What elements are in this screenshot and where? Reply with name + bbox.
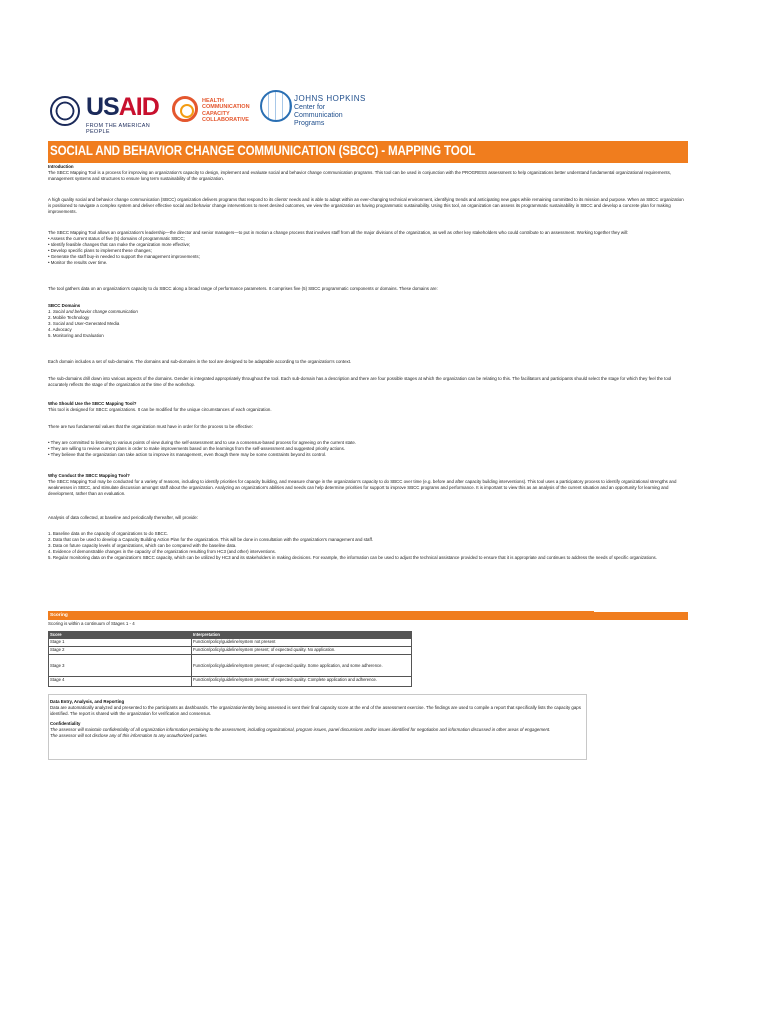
table-row: [49, 655, 412, 677]
domain-item: 5. Monitoring and Evaluation: [48, 333, 104, 339]
intro-paragraph: The SBCC Mapping Tool is a process for improving an organization's capacity to design, implement and evaluate social and behavior change communication programs. This tool can be used in conjunction with the PROGRESS assessment to help organizations better understand fundamental organizational requirements, management systems and structures to ensure long term sustainability of the organization.: [48, 170, 672, 182]
bullet-item: • They believe that the organization can take action to improve its management, even though there may be some constraints beyond its control.: [48, 452, 327, 458]
list-item: 2. Data that can be used to develop a Capacity Building Action Plan for the organization. This will be done in consultation with the organization's management and staff.: [48, 537, 374, 543]
jhu-center-name: Center for Communication Programs: [294, 104, 343, 127]
title-banner: [48, 141, 688, 163]
why-heading: Why Conduct the SBCC Mapping Tool?: [48, 473, 130, 478]
jhu-name: JOHNS HOPKINS: [294, 94, 366, 103]
domain-item: 1. Social and behavior change communication: [48, 309, 138, 315]
bullet-item: • Develop specific plans to implement these changes;: [48, 248, 152, 254]
bullet-item: • Assess the current status of five (5) domains of programmatic SBCC;: [48, 236, 185, 242]
table-cell: Stage 3: [49, 655, 192, 677]
scoring-header-bar: [48, 612, 688, 620]
scoring-note: Scoring is within a continuum of Stages 1 - 4: [48, 621, 135, 626]
table-row: [49, 647, 412, 655]
column-header: Score: [49, 632, 192, 639]
domain-item: 4. Advocacy: [48, 327, 72, 333]
why-list: [48, 531, 688, 561]
list-item: 3. Data on future capacity levels of organizations, which can be compared with the baseline data.: [48, 543, 237, 549]
domains-heading: SBCC Domains: [48, 303, 81, 308]
usaid-logo: [50, 90, 160, 138]
list-item: 4. Evidence of demonstrable changes in the capacity of the organization resulting from HC3 (and other) interventions.: [48, 549, 276, 555]
hc3-ring-icon: [172, 96, 198, 122]
who-section: [48, 401, 688, 413]
paragraph-text: There are two fundamental values that the organization must have in order for the process to be effective:: [48, 424, 253, 429]
table-row: [49, 639, 412, 647]
scoring-label: Scoring: [50, 613, 68, 618]
paragraph-text: This tool is designed for SBCC organizations. It can be modified for the unique circumstances of each organization.: [48, 407, 272, 413]
logo-bar: [48, 90, 688, 138]
hc3-wordmark: HEALTH COMMUNICATION CAPACITY COLLABORATIVE: [202, 98, 250, 124]
who-heading: Who Should Use the SBCC Mapping Tool?: [48, 401, 137, 406]
paragraph-text: Analysis of data collected, at baseline and periodically thereafter, will provide:: [48, 515, 199, 520]
confidentiality-heading: Confidentiality: [50, 721, 81, 726]
intro-paragraph-4: [48, 286, 688, 292]
table-cell: Stage 4: [49, 677, 192, 687]
table-cell: Stage 1: [49, 639, 192, 647]
intro-heading: Introduction: [48, 164, 74, 169]
paragraph-text: Data are automatically analyzed and presented to the participants as dashboards. The organization/entity being assessed is sent their final capacity score at the end of the assessment exercise. The findings are used to compile a report that specifically lists the capacity gaps identified. The report is shared with the organization for verification and consensus.: [50, 705, 581, 716]
who-paragraph-2: [48, 424, 688, 430]
table-header-row: [49, 632, 412, 639]
table-row: [49, 677, 412, 687]
domains-paragraph-1: [48, 359, 688, 365]
bullet-item: • Monitor the results over time.: [48, 260, 108, 266]
page-title: SOCIAL AND BEHAVIOR CHANGE COMMUNICATION (SBCC) - MAPPING TOOL: [50, 143, 476, 158]
paragraph-text: A high quality social and behavior change communication (SBCC) organization delivers programs that respond to its clients' needs and is able to adapt within an ever-changing technical environment, identifying trends and anticipating new gaps while remaining committed to its mission and purpose. When an SBCC organization is positioned to navigate a complex system and deliver effective social and behavior change interventions to meet desired outcomes, we view the organization as having programmatic sustainability. Using this tool, an organization can assess its programmatic sustainability in SBCC and develop a concrete plan for making improvements.: [48, 197, 684, 215]
table-cell: Function/policy/guideline/system present; of expected quality. No application.: [192, 647, 412, 655]
table-cell: Function/policy/guideline/system present; of expected quality. Some application, and some adherence.: [192, 655, 412, 677]
bullet-item: • They are willing to review current plans in order to make improvements based on the learnings from the self-assessment and suggested priority actions.: [48, 446, 345, 452]
domain-item: 3. Social and User-Generated Media: [48, 321, 120, 327]
domain-item: 2. Mobile Technology: [48, 315, 90, 321]
usaid-tagline: FROM THE AMERICAN PEOPLE: [86, 123, 150, 135]
data-entry-box: [48, 694, 587, 760]
table-cell: Function/policy/guideline/system not present: [192, 639, 412, 647]
usaid-wordmark: USAID: [86, 93, 159, 121]
list-item: 1. Baseline data on the capacity of organizations to do SBCC.: [48, 531, 169, 536]
intro-paragraph-3: [48, 230, 688, 267]
usaid-seal-icon: [50, 96, 80, 126]
bullet-item: • Identify feasible changes that can make the organization more effective;: [48, 242, 191, 248]
hc3-logo: [172, 90, 256, 138]
scoring-table: [48, 631, 412, 687]
domains-section: [48, 303, 688, 340]
paragraph-text: The sub-domains drill down into various aspects of the domains. Gender is integrated appropriately throughout the tool. Each sub-domain has a description and there are four possible stages at which the organization can be relating to this. The facilitators and participants should select the stage for which they feel the tool accurately reflects the stage of the organization at the time of the workshop.: [48, 376, 672, 388]
table-cell: Function/policy/guideline/system present; of expected quality. Complete application and adherence.: [192, 677, 412, 687]
list-item: 5. Regular monitoring data on the organization's SBCC capacity, which can be utilized by HC3 and its stakeholders in making decisions. For example, the information can be used to adjust the technical assistance provided to ensure that it is appropriate and continues to address the needs of specific organizations.: [48, 555, 657, 561]
intro-paragraph-2: [48, 197, 688, 215]
who-bullets: [48, 440, 688, 458]
paragraph-text: The SBCC Mapping Tool may be conducted for a variety of reasons, including to identify priorities for capacity building, and measure change in the organization's capacity to do SBCC over time (e.g. before and after capacity building interventions). This tool uses a participatory process to identify organizational strengths and weaknesses in SBCC, and stimulate discussion amongst staff about the organization. Analyzing an organization's abilities and needs can help determine priorities for support to improve SBCC programs and performance. It is important to view this as an analysis of the current situation and an opportunity for learning and development, rather than an evaluation.: [48, 479, 677, 497]
why-paragraph-2: [48, 515, 688, 521]
paragraph-text: Each domain includes a set of sub-domains. The domains and sub-domains in the tool are designed to be adaptable according to the organization's context.: [48, 359, 352, 364]
table-cell: Stage 2: [49, 647, 192, 655]
why-section: [48, 473, 688, 497]
data-entry-heading: Data Entry, Analysis, and Reporting: [50, 699, 125, 704]
domains-paragraph-2: [48, 376, 688, 388]
bullet-item: • They are committed to listening to various points of view during the self-assessment and to use a consensus-based process for agreeing on the current state.: [48, 440, 356, 445]
jhu-globe-icon: [260, 90, 292, 122]
column-header: Interpretation: [192, 632, 412, 639]
paragraph-text: The assessor will not disclose any of this information to any unauthorized parties.: [50, 733, 208, 738]
paragraph-text: The SBCC Mapping Tool allows an organization's leadership—the director and senior managers—to put in motion a change process that involves staff from all the major divisions of the organization, as well as other key stakeholders who could contribute to an assessment. Working together they will:: [48, 230, 629, 235]
jhu-ccp-logo: [260, 90, 380, 138]
paragraph-text: The tool gathers data on an organization's capacity to do SBCC along a broad range of performance parameters. It comprises five (5) SBCC programmatic components or domains. These domains are:: [48, 286, 438, 291]
paragraph-text: The assessor will maintain confidentiality of all organization information pertaining to the assessment, including organizational, program issues, panel discussions and/or issues identified for negotiation and information discussed in other areas of engagement.: [50, 727, 551, 732]
bullet-item: • Generate the staff buy-in needed to support the management improvements;: [48, 254, 200, 260]
intro-section: [48, 164, 688, 182]
